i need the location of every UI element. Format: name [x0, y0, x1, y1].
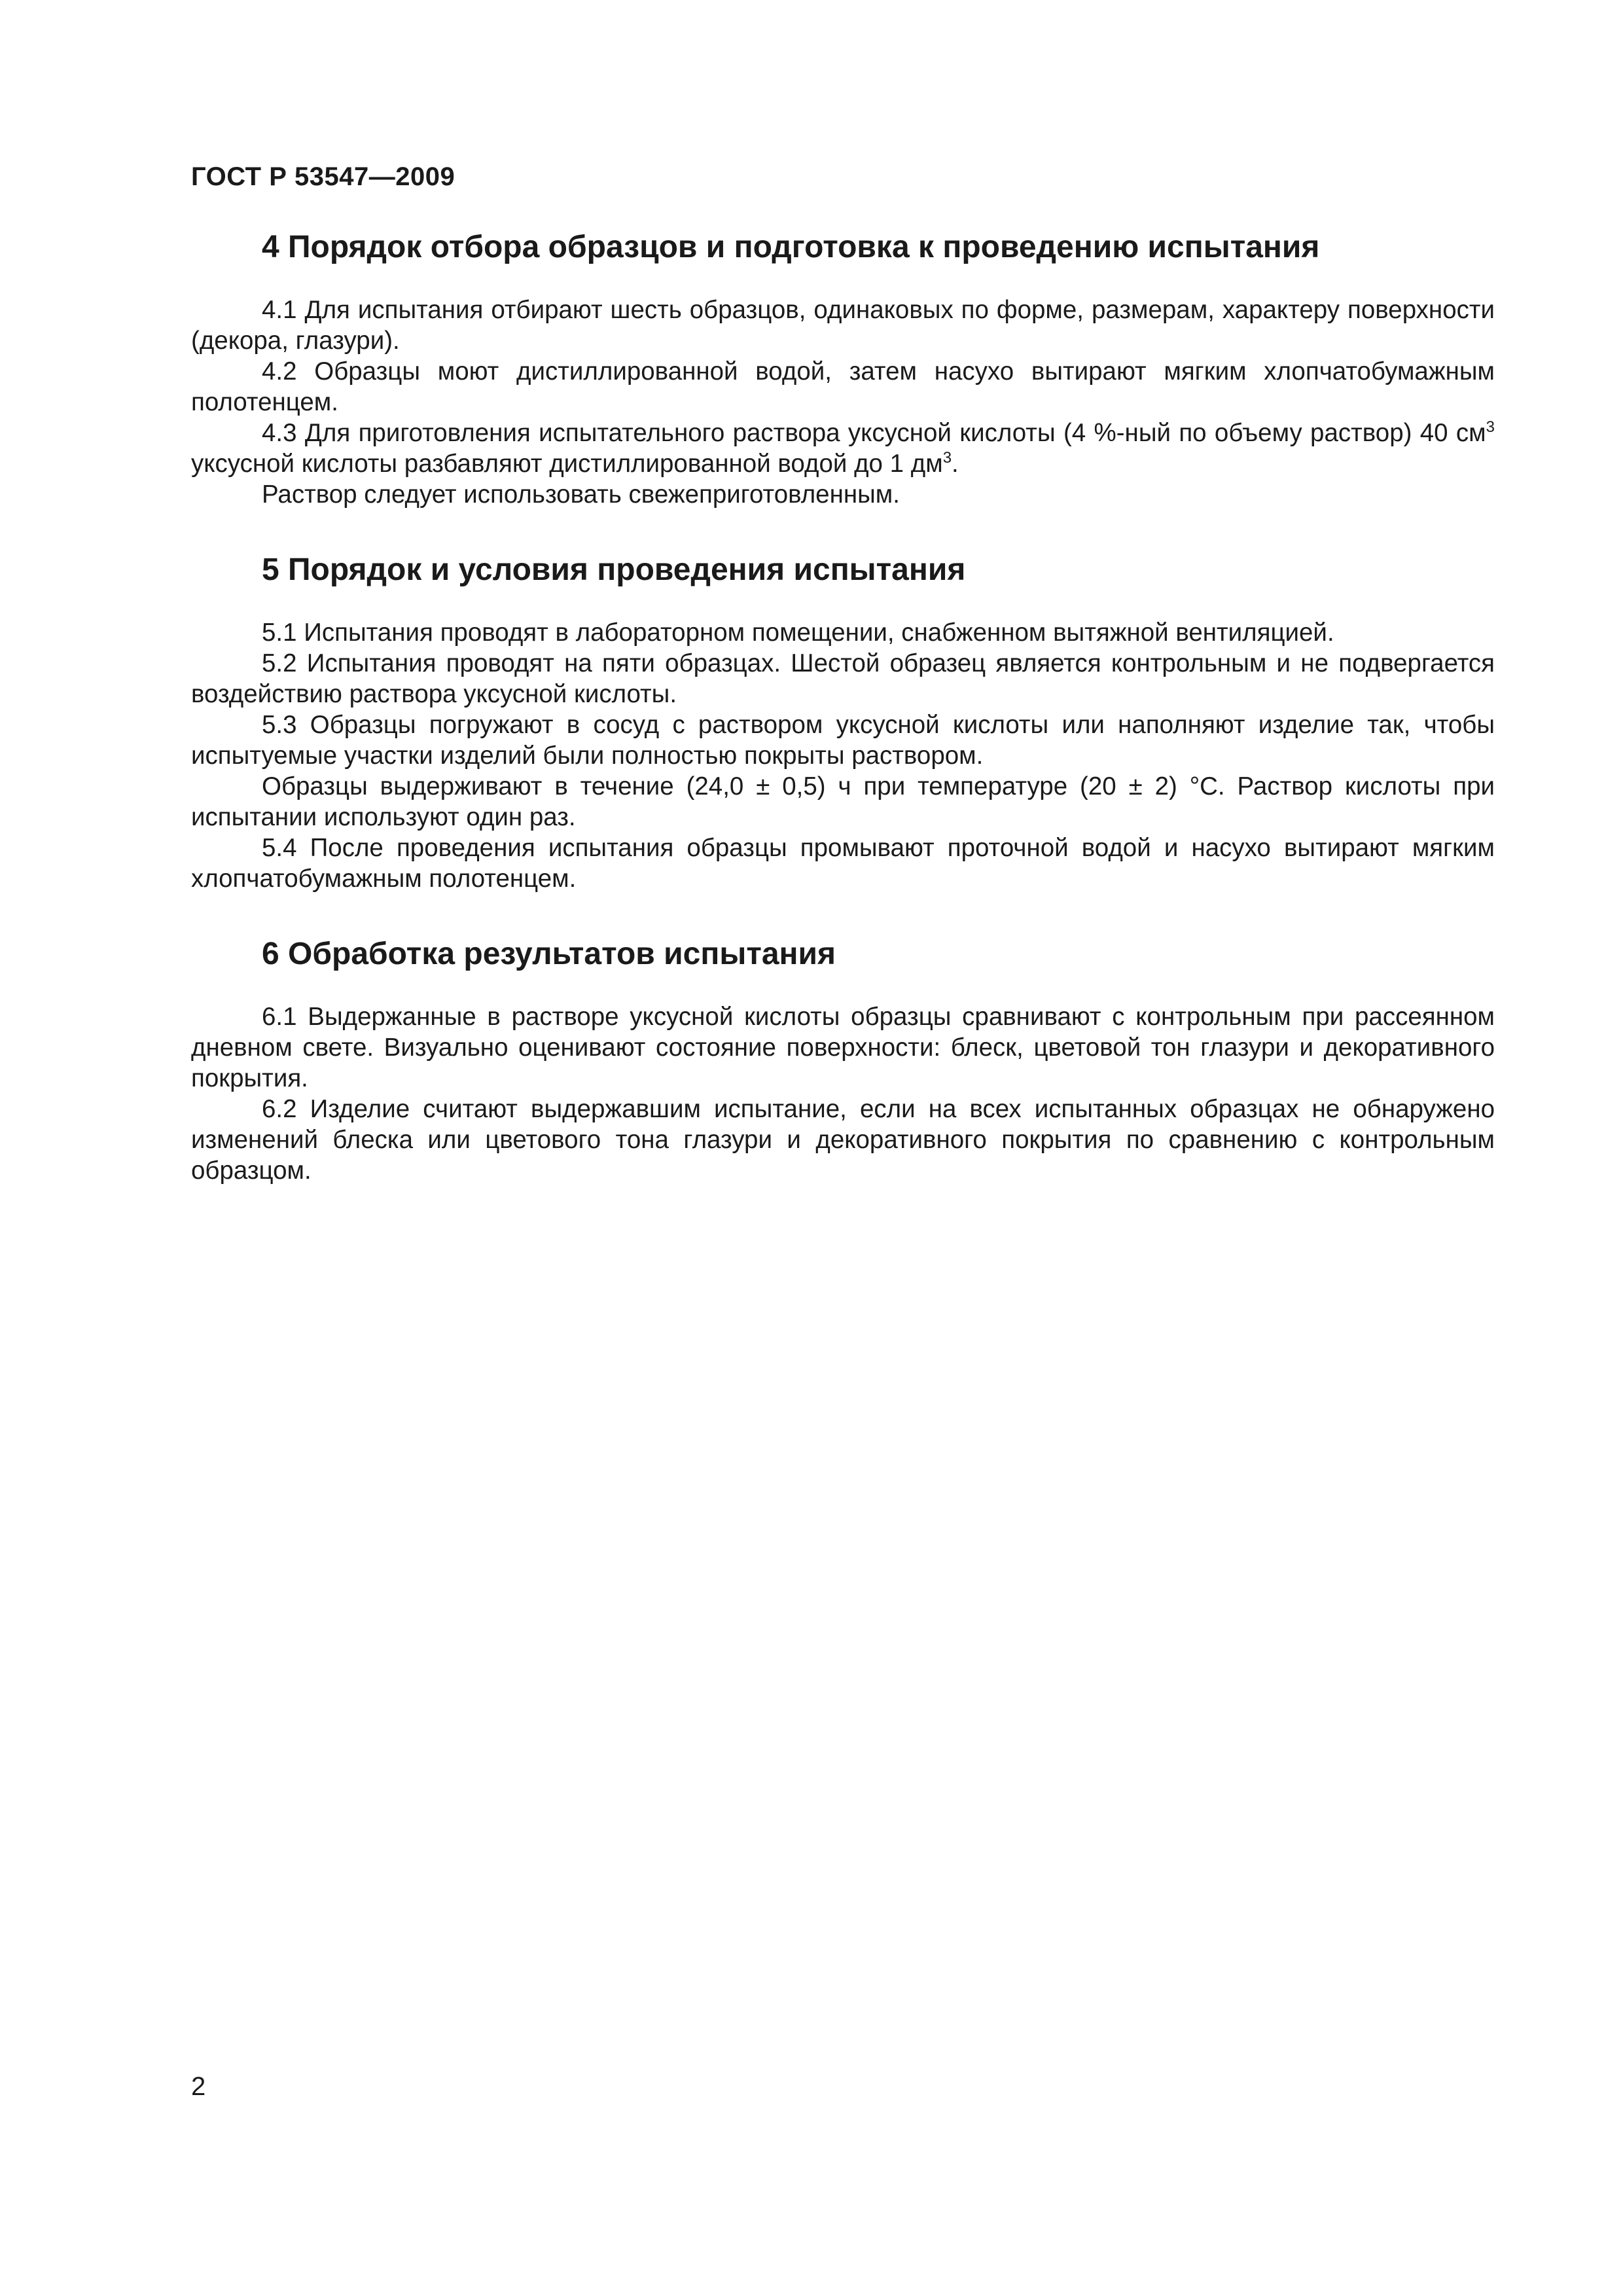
superscript-cube-1: 3	[1486, 418, 1495, 437]
paragraph-4-3-part-1: 4.3 Для приготовления испытательного раствора уксусной кислоты (4 %-ный по объему раствор) 40 см	[262, 419, 1486, 447]
section-heading: 6 Обработка результатов испытания	[262, 937, 836, 971]
paragraph-5-3: 5.3 Образцы погружают в сосуд с раствором уксусной кислоты или наполняют изделие так, чтобы испытуемые участки изделий были полностью покрыты раствором.	[191, 711, 1495, 770]
paragraph-4-3-part-3: .	[952, 450, 959, 478]
paragraph-5-3-conditions: Образцы выдерживают в течение (24,0 ± 0,5) ч при температуре (20 ± 2) °С. Раствор кислоты при испытании используют один раз.	[191, 772, 1495, 831]
document-body	[191, 228, 1495, 1227]
paragraph-4-3-part-2: уксусной кислоты разбавляют дистиллированной водой до 1 дм	[191, 450, 943, 478]
paragraph-4-3-note: Раствор следует использовать свежеприготовленным.	[262, 480, 900, 509]
paragraph-5-4: 5.4 После проведения испытания образцы промывают проточной водой и насухо вытирают мягким хлопчатобумажным полотенцем.	[191, 834, 1495, 893]
superscript-cube-2: 3	[942, 449, 952, 467]
section-6	[191, 935, 1495, 1186]
section-5	[191, 550, 1495, 894]
paragraph-4-1: 4.1 Для испытания отбирают шесть образцов, одинаковых по форме, размерам, характеру поверхности (декора, глазури).	[191, 296, 1495, 355]
section-4	[191, 228, 1495, 510]
document-designation: ГОСТ Р 53547—2009	[191, 162, 455, 191]
paragraph-4-3	[191, 418, 1495, 479]
paragraph-5-2: 5.2 Испытания проводят на пяти образцах. Шестой образец является контрольным и не подвергается воздействию раствора уксусной кислоты.	[191, 649, 1495, 708]
page-number: 2	[191, 2072, 206, 2101]
section-heading: 5 Порядок и условия проведения испытания	[262, 552, 966, 587]
paragraph-6-1: 6.1 Выдержанные в растворе уксусной кислоты образцы сравнивают с контрольным при рассеянном дневном свете. Визуально оценивают состояние поверхности: блеск, цветовой тон глазури и декоративного покрытия.	[191, 1003, 1495, 1092]
paragraph-4-2: 4.2 Образцы моют дистиллированной водой, затем насухо вытирают мягким хлопчатобумажным полотенцем.	[191, 357, 1495, 416]
paragraph-5-1: 5.1 Испытания проводят в лабораторном помещении, снабженном вытяжной вентиляцией.	[262, 619, 1334, 647]
paragraph-6-2: 6.2 Изделие считают выдержавшим испытание, если на всех испытанных образцах не обнаружено изменений блеска или цветового тона глазури и декоративного покрытия по сравнению с контрольным образцом.	[191, 1095, 1495, 1185]
section-heading: 4 Порядок отбора образцов и подготовка к проведению испытания	[262, 230, 1320, 264]
